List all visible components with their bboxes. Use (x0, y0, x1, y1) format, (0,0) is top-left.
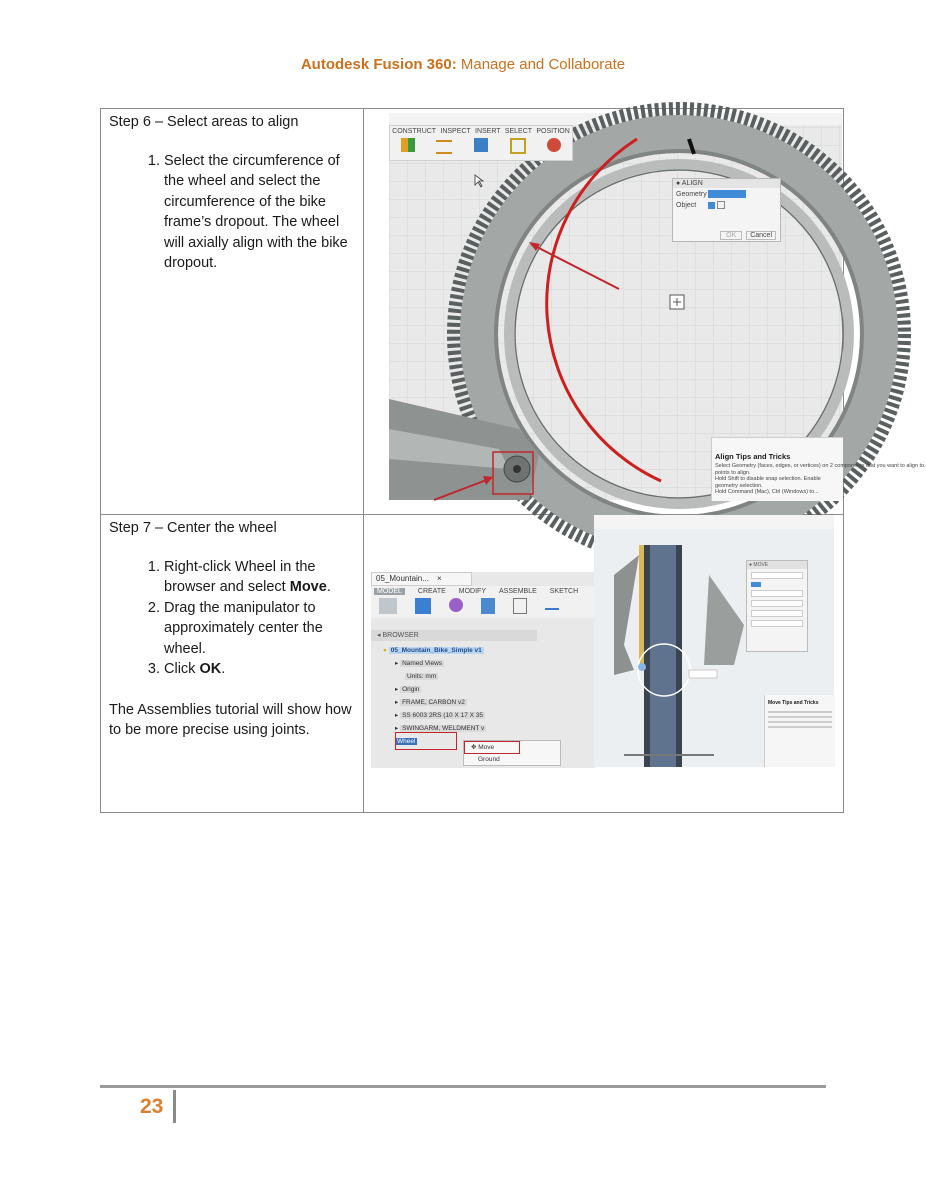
workspace-model[interactable]: MODEL (374, 588, 405, 595)
toolbar-construct[interactable]: CONSTRUCT (392, 128, 437, 135)
insert-icon[interactable] (474, 138, 488, 152)
step-image-cell (364, 515, 844, 813)
page-number: 23 (140, 1095, 164, 1118)
joint-icon[interactable] (513, 598, 527, 614)
browser-label: BROWSER (382, 632, 419, 639)
fusion-toolbar (371, 586, 595, 618)
model-icon[interactable] (379, 598, 397, 614)
tips-line: points to align. (715, 469, 751, 476)
bike-fork (614, 555, 639, 675)
tree-item[interactable]: ▸ SS 6003 2RS (10 X 17 X 35 (395, 712, 484, 719)
align-tips-panel (711, 437, 926, 501)
context-menu-ground[interactable]: Ground (478, 756, 500, 763)
document-header (0, 56, 926, 73)
step-text-cell (101, 109, 364, 515)
dialog-field[interactable] (751, 600, 803, 607)
step-image-cell (364, 109, 926, 515)
cancel-button[interactable]: Cancel (746, 231, 776, 240)
box-icon[interactable] (415, 598, 431, 614)
toolbar-assemble[interactable]: ASSEMBLE (499, 588, 537, 595)
toolbar-inspect[interactable]: INSPECT (440, 128, 471, 135)
dialog-field[interactable] (751, 590, 803, 597)
context-menu (463, 740, 561, 766)
object-checkbox[interactable] (717, 201, 725, 209)
construct-icon[interactable] (401, 138, 415, 152)
align-screenshot (389, 109, 926, 500)
tree-item[interactable]: ▸ SWINGARM, WELDMENT v (395, 725, 485, 732)
tree-item[interactable]: ▸ Origin (395, 686, 420, 693)
dialog-field[interactable] (751, 620, 803, 627)
move-tips-panel (764, 695, 835, 767)
geometry-label: Geometry (676, 190, 707, 198)
tree-item[interactable]: Units: mm (407, 673, 437, 680)
object-label: Object (676, 201, 697, 209)
step-heading: Step 6 – Select areas to align (109, 114, 299, 130)
step-heading: Step 7 – Center the wheel (109, 520, 277, 536)
steps-table (100, 108, 926, 813)
step-list (109, 557, 355, 680)
dialog-field[interactable] (751, 610, 803, 617)
tips-line: geometry selection. (715, 482, 763, 489)
inspect-icon[interactable] (436, 140, 452, 154)
toolbar-sketch[interactable]: SKETCH (549, 588, 579, 595)
close-icon[interactable]: × (436, 574, 442, 583)
align-dialog-title: ALIGN (681, 180, 703, 187)
toolbar-insert[interactable]: INSERT (475, 128, 501, 135)
document-tab[interactable] (371, 572, 472, 586)
step-list-item: 1. Right-click Wheel in the browser and select Move. (164, 557, 355, 598)
move-dialog-title: MOVE (753, 562, 769, 568)
sphere-icon[interactable] (449, 598, 463, 612)
fusion-toolbar (389, 125, 573, 161)
document-tab-label: 05_Mountain... (376, 574, 429, 583)
tree-item-root[interactable]: ● 05_Mountain_Bike_Simple v1 (383, 647, 482, 654)
object-selector[interactable] (708, 202, 715, 209)
step-row (101, 515, 844, 813)
select-icon[interactable] (510, 138, 526, 154)
step-list (109, 151, 355, 274)
header-title-bold: Autodesk Fusion 360: (300, 56, 457, 73)
context-menu-move[interactable]: ✥ Move (464, 741, 520, 754)
toolbar-modify[interactable]: MODIFY (458, 588, 487, 595)
step-text-cell (101, 515, 364, 813)
wheel-highlight (395, 732, 457, 750)
align-dialog: ● ALIGN Geometry Object OK Cancel (672, 178, 781, 242)
tree-item-wheel[interactable]: Wheel (397, 738, 416, 745)
toolbar-create[interactable]: CREATE (417, 588, 446, 595)
move-screenshot (594, 515, 834, 767)
tree-item[interactable]: ▸ Named Views (395, 660, 443, 667)
step-note: The Assemblies tutorial will show how to be more precise using joints. (109, 701, 352, 738)
browser-header[interactable]: ◂ BROWSER (371, 630, 537, 641)
tips-line: Hold Command (Mac), Ctrl (Windows) to... (715, 489, 819, 495)
position-icon[interactable] (547, 138, 561, 152)
tips-line: Hold Shift to disable snap selection. Enable (715, 476, 821, 482)
footer-rule (100, 1085, 826, 1088)
page-number-divider (173, 1090, 176, 1123)
ok-button[interactable]: OK (720, 231, 742, 240)
geometry-selector[interactable] (708, 190, 746, 198)
bulb-icon: ● (383, 647, 387, 654)
step-row (101, 109, 844, 515)
dialog-field[interactable] (751, 582, 761, 587)
tips-line: Select Geometry (faces, edges, or vertices) on 2 components that you want to align to. (715, 463, 926, 469)
header-title-rest: Manage and Collaborate (456, 56, 626, 73)
browser-screenshot (371, 572, 595, 768)
move-dialog: ● MOVE (746, 560, 808, 652)
sketch-icon[interactable] (545, 598, 559, 610)
tree-item[interactable]: ▸ FRAME, CARBON v2 (395, 699, 465, 706)
modify-icon[interactable] (481, 598, 495, 614)
toolbar-position[interactable]: POSITION (536, 128, 570, 135)
toolbar-select[interactable]: SELECT (504, 128, 533, 135)
step-list-item: 2. Drag the manipulator to approximately center the wheel. (164, 598, 355, 660)
step-list-item: 1. Select the circumference of the wheel and select the circumference of the bike frame’s dropout. The wheel will axially align with the bike dropout. (164, 151, 355, 274)
move-tips-title: Move Tips and Tricks (768, 700, 819, 706)
dialog-field[interactable] (751, 572, 803, 579)
tips-title: Align Tips and Tricks (715, 452, 791, 461)
step-list-item: 3. Click OK. (164, 659, 355, 680)
